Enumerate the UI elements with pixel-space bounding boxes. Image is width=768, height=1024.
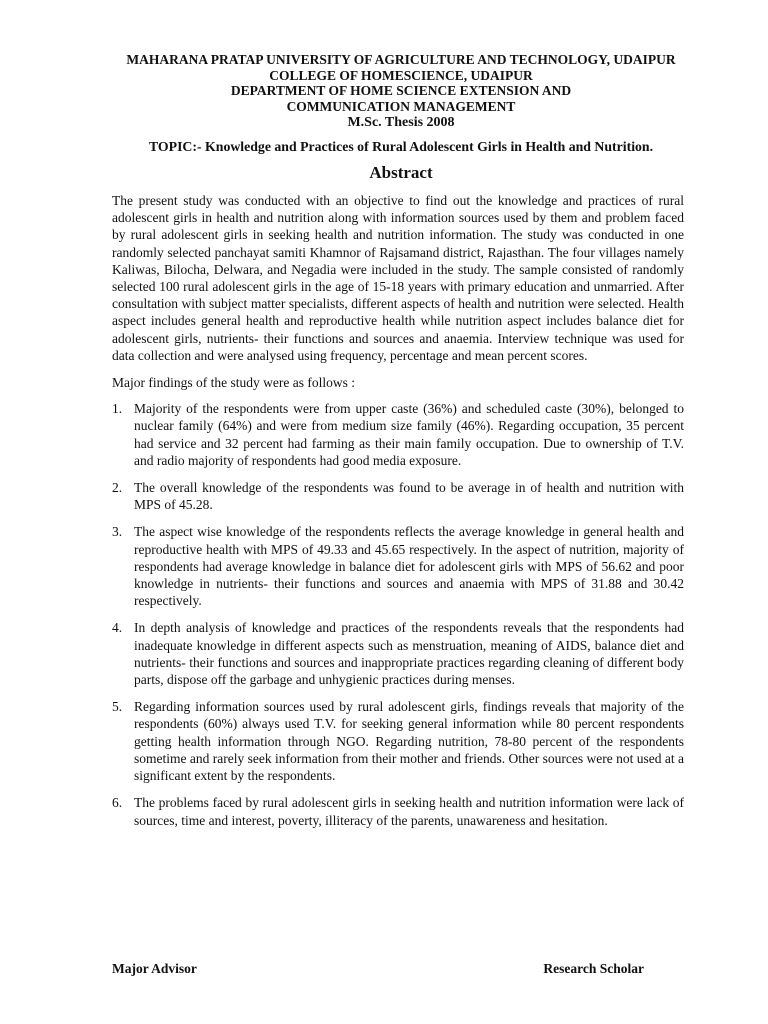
finding-text: The problems faced by rural adolescent girls in seeking health and nutrition information were lack of sources, time and interest, poverty, illiteracy of the parents, unawareness and hesitation. (134, 795, 684, 828)
department-line-1: DEPARTMENT OF HOME SCIENCE EXTENSION AND (230, 83, 572, 98)
finding-item (112, 523, 684, 609)
major-advisor-label: Major Advisor (112, 961, 197, 976)
abstract-body (112, 192, 684, 839)
finding-item (112, 794, 684, 828)
finding-text: Majority of the respondents were from upper caste (36%) and scheduled caste (30%), belonged to nuclear family (64%) and were from medium size family (46%). Regarding occupation, 35 percent had service and 32 percent had farming as their main family occupation. Due to ownership of T.V. and radio majority of respondents had good media exposure. (134, 401, 684, 468)
finding-number: 4. (112, 620, 123, 636)
finding-text: Regarding information sources used by rural adolescent girls, findings reveals that majority of the respondents (60%) always used T.V. for seeking general information while 80 percent respondents getting health information through NGO. Regarding nutrition, 78-80 percent of the respondents sometime and rarely seek information from their mother and friends. Other sources were not used at a significant extent by the respondents. (134, 699, 684, 784)
finding-item (112, 400, 684, 469)
finding-item (112, 619, 684, 688)
college-name: COLLEGE OF HOMESCIENCE, UDAIPUR (269, 67, 533, 83)
research-scholar-label: Research Scholar (543, 961, 644, 976)
findings-lead: Major findings of the study were as follows : (112, 375, 355, 391)
finding-item (112, 479, 684, 513)
finding-text: The overall knowledge of the respondents was found to be average in of health and nutrition with MPS of 45.28. (134, 480, 684, 513)
intro-paragraph: The present study was conducted with an objective to find out the knowledge and practices of rural adolescent girls in health and nutrition along with information sources used by them and problem faced by rural adolescent girls in seeking health and nutrition information. The study was conducted in one randomly selected panchayat samiti Khamnor of Rajsamand district, Rajasthan. The four villages namely Kaliwas, Bilocha, Delwara, and Negadia were included in the study. The sample consisted of randomly selected 100 rural adolescent girls in the age of 15-18 years with primary education and unmarried. After consultation with subject matter specialists, different aspects of health and nutrition were selected. Health aspect includes general health and reproductive health while nutrition aspect includes balance diet for adolescent girls, nutrients- their functions and sources and anaemia. Interview technique was used for data collection and were analysed using frequency, percentage and mean percent scores. (112, 193, 684, 363)
finding-number: 2. (112, 480, 123, 496)
university-name: MAHARANA PRATAP UNIVERSITY OF AGRICULTURE AND TECHNOLOGY, UDAIPUR (126, 52, 676, 67)
findings-list (112, 400, 684, 828)
finding-number: 3. (112, 524, 123, 540)
abstract-title: Abstract (369, 163, 433, 182)
finding-number: 5. (112, 699, 123, 715)
finding-text: In depth analysis of knowledge and practices of the respondents reveals that the respondents had inadequate knowledge in different aspects such as menstruation, meaning of AIDS, balance diet and nutrients- their functions and sources and inappropriate practices regarding cleaning of different body parts, dispose off the garbage and unhygienic practices during menses. (134, 620, 684, 688)
finding-number: 6. (112, 795, 123, 811)
finding-text: The aspect wise knowledge of the respondents reflects the average knowledge in general health and reproductive health with MPS of 49.33 and 45.65 respectively. In the aspect of nutrition, majority of respondents had average knowledge in balance diet for adolescent girls with MPS of 56.62 and poor knowledge in nutrients- their functions and sources and anaemia with MPS of 31.88 and 30.42 respectively. (134, 524, 684, 609)
document-header (100, 52, 702, 131)
thesis-label: M.Sc. Thesis 2008 (347, 115, 455, 130)
department-line-2: COMMUNICATION MANAGEMENT (286, 98, 516, 114)
finding-item (112, 698, 684, 784)
finding-number: 1. (112, 401, 123, 417)
topic-heading: TOPIC:- Knowledge and Practices of Rural Adolescent Girls in Health and Nutrition. (148, 139, 654, 154)
